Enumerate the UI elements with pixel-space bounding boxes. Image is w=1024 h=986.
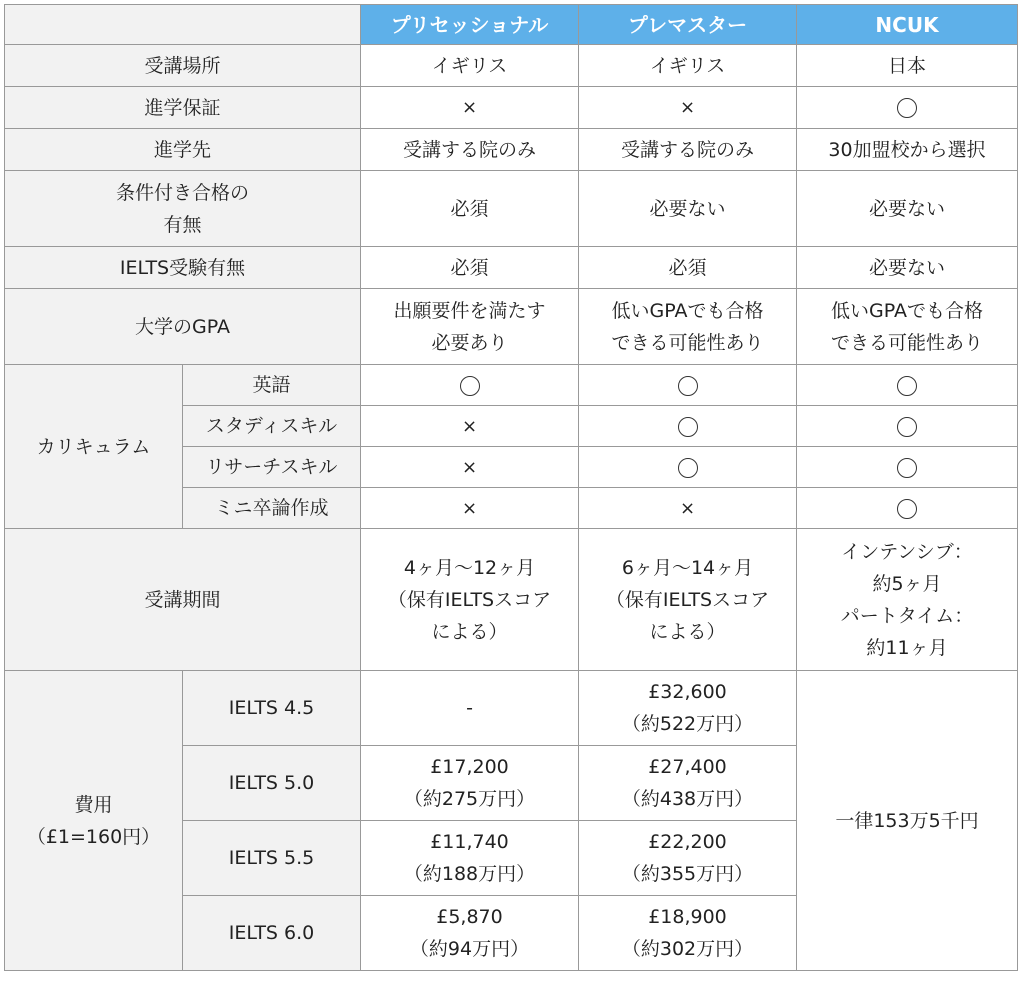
cell-value [361, 87, 579, 129]
cross-mark: × [461, 97, 478, 118]
cell-line: £22,200 [648, 831, 727, 853]
circle-mark [897, 417, 917, 437]
cell-value: イギリス [361, 45, 579, 87]
cell-value [361, 821, 579, 896]
row-location [5, 45, 1018, 87]
cell-value [361, 289, 579, 365]
cell-line: できる可能性あり [830, 331, 983, 354]
row-ielts [5, 247, 1018, 289]
row-destination [5, 129, 1018, 171]
cell-line: （約302万円） [621, 938, 754, 960]
cell-value [361, 746, 579, 821]
cost-label-line: （£1=160円） [26, 825, 161, 848]
cell-line: （約438万円） [621, 788, 754, 810]
cell-value [361, 365, 579, 406]
cell-line: （約94万円） [409, 938, 530, 960]
cell-value: 受講する院のみ [361, 129, 579, 171]
circle-mark [897, 458, 917, 478]
cell-value: - [361, 671, 579, 746]
cell-line: £32,600 [648, 681, 727, 703]
row-period [5, 529, 1018, 671]
sub-label: リサーチスキル [183, 447, 361, 488]
cell-line: £27,400 [648, 756, 727, 778]
cross-mark: × [461, 456, 478, 478]
curriculum-label: カリキュラム [5, 365, 183, 529]
cross-mark: × [461, 415, 478, 437]
row-label-line: 有無 [163, 213, 202, 236]
cell-value [579, 529, 797, 671]
cell-value [361, 447, 579, 488]
cell-value: 日本 [797, 45, 1018, 87]
cell-value [797, 406, 1018, 447]
cell-value [579, 406, 797, 447]
sub-label: IELTS 6.0 [183, 896, 361, 971]
cell-line: （保有IELTSスコア [605, 588, 770, 611]
cell-value: 必須 [579, 247, 797, 289]
row-guarantee [5, 87, 1018, 129]
cell-value [361, 896, 579, 971]
header-presessional: プリセッショナル [361, 5, 579, 45]
cell-value: 必要ない [797, 171, 1018, 247]
cell-value [579, 447, 797, 488]
cell-value: 必須 [361, 247, 579, 289]
circle-mark [897, 499, 917, 519]
cell-line: （約188万円） [403, 863, 536, 885]
cell-value: 必須 [361, 171, 579, 247]
cross-mark: × [679, 497, 696, 519]
cell-line: （約522万円） [621, 713, 754, 735]
cell-line: 低いGPAでも合格 [611, 299, 764, 322]
cell-line: パートタイム： [840, 604, 974, 627]
row-label: 進学保証 [5, 87, 361, 129]
cell-line: 4ヶ月〜12ヶ月 [403, 556, 536, 579]
cell-value [797, 529, 1018, 671]
row-label: 受講場所 [5, 45, 361, 87]
cell-value: 受講する院のみ [579, 129, 797, 171]
sub-label: IELTS 5.0 [183, 746, 361, 821]
cell-value [797, 447, 1018, 488]
circle-mark [897, 98, 917, 118]
cell-value [579, 87, 797, 129]
row-label [5, 171, 361, 247]
row-label-line: 条件付き合格の [115, 181, 249, 204]
row-label: 進学先 [5, 129, 361, 171]
cell-value: 必要ない [579, 171, 797, 247]
cell-value: 30加盟校から選択 [797, 129, 1018, 171]
cost-label-line: 費用 [74, 793, 113, 816]
circle-mark [460, 376, 480, 396]
corner-cell [5, 5, 361, 45]
cell-line: できる可能性あり [611, 331, 764, 354]
cell-line: £17,200 [430, 756, 509, 778]
cell-line: 出願要件を満たす [393, 299, 546, 322]
sub-label: スタディスキル [183, 406, 361, 447]
cross-mark: × [461, 497, 478, 519]
cell-value [361, 529, 579, 671]
circle-mark [678, 417, 698, 437]
comparison-table [4, 4, 1018, 971]
cell-value [797, 87, 1018, 129]
cell-value [579, 289, 797, 365]
cell-value [361, 406, 579, 447]
cell-value [579, 365, 797, 406]
cell-line: （約275万円） [403, 788, 536, 810]
cell-value: 必要ない [797, 247, 1018, 289]
cell-line: （約355万円） [621, 863, 754, 885]
circle-mark [678, 458, 698, 478]
cell-value: イギリス [579, 45, 797, 87]
cell-value [797, 289, 1018, 365]
row-conditional [5, 171, 1018, 247]
cell-value [361, 488, 579, 529]
circle-mark [678, 376, 698, 396]
header-row [5, 5, 1018, 45]
cell-line: 低いGPAでも合格 [831, 299, 983, 322]
sub-label: 英語 [183, 365, 361, 406]
cell-value [579, 896, 797, 971]
cell-line: £18,900 [648, 906, 727, 928]
row-gpa [5, 289, 1018, 365]
cell-value [797, 488, 1018, 529]
sub-label: ミニ卒論作成 [183, 488, 361, 529]
cell-value [579, 488, 797, 529]
cell-value [579, 746, 797, 821]
cell-line: による） [649, 620, 726, 643]
cell-line: による） [431, 620, 508, 643]
cell-line: インテンシブ： [841, 540, 973, 563]
cell-value [579, 671, 797, 746]
row-cost-45 [5, 671, 1018, 746]
cell-line: 約5ヶ月 [872, 572, 942, 595]
cell-line: 必要あり [431, 331, 508, 354]
row-label: 受講期間 [5, 529, 361, 671]
cell-value [797, 365, 1018, 406]
ncuk-cost: 一律153万5千円 [797, 671, 1018, 971]
cell-line: （保有IELTSスコア [387, 588, 552, 611]
circle-mark [897, 376, 917, 396]
cell-line: £5,870 [436, 906, 503, 928]
cross-mark: × [679, 97, 696, 118]
sub-label: IELTS 5.5 [183, 821, 361, 896]
cell-value [579, 821, 797, 896]
row-label: IELTS受験有無 [5, 247, 361, 289]
row-curriculum-english [5, 365, 1018, 406]
row-label: 大学のGPA [5, 289, 361, 365]
header-ncuk: NCUK [797, 5, 1018, 45]
cell-line: 6ヶ月〜14ヶ月 [621, 556, 754, 579]
header-premaster: プレマスター [579, 5, 797, 45]
sub-label: IELTS 4.5 [183, 671, 361, 746]
cost-label [5, 671, 183, 971]
cell-line: 約11ヶ月 [866, 636, 948, 659]
cell-line: £11,740 [430, 831, 509, 853]
